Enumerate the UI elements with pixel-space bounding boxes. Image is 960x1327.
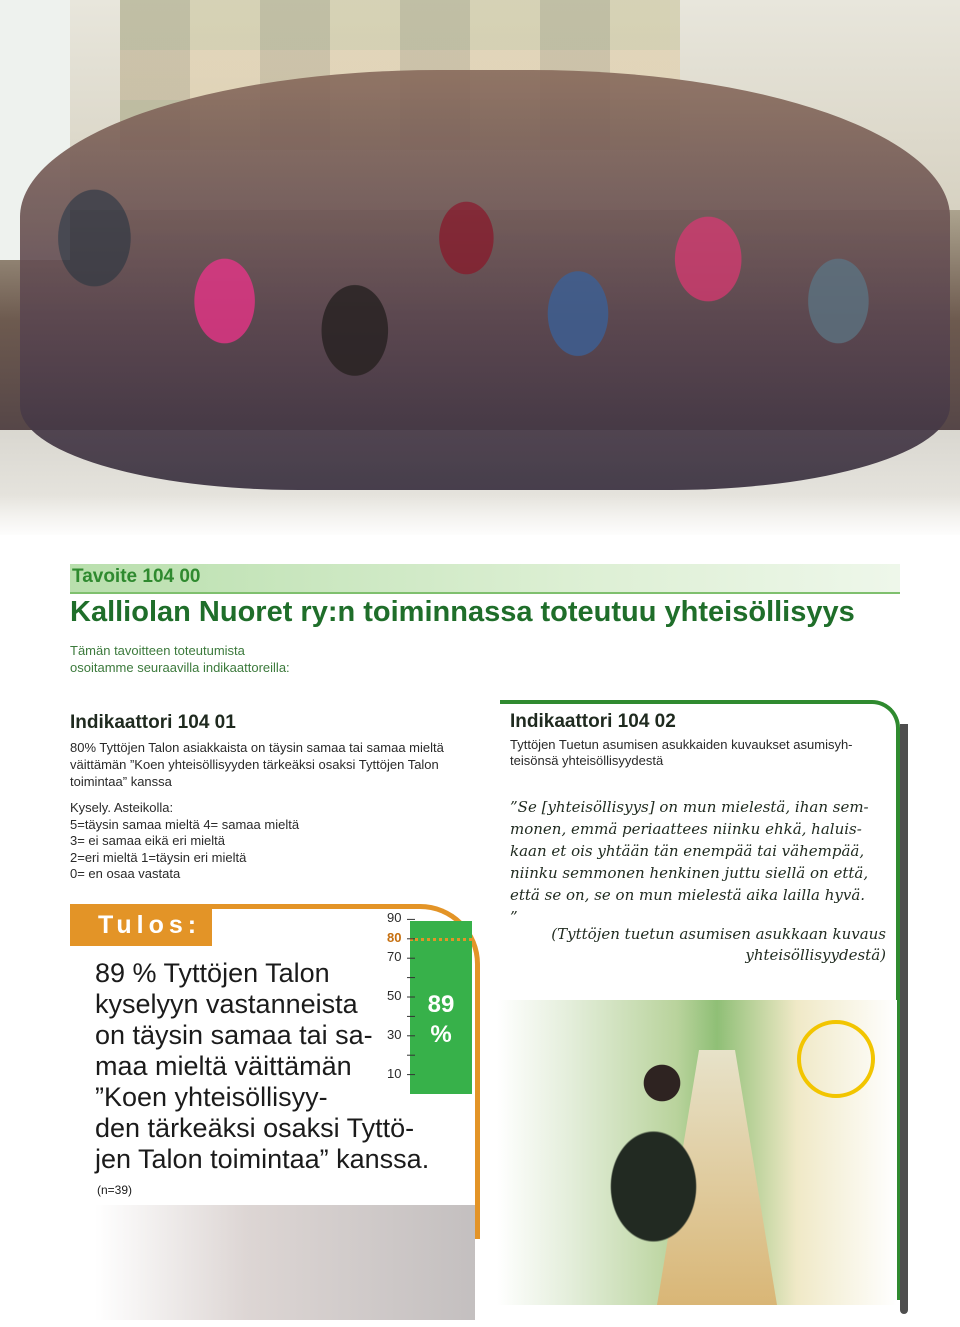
photo-fade (0, 495, 960, 535)
result-text (95, 958, 475, 1175)
quote-line: monen, emmä periaattees niinku ehkä, haluis- (510, 820, 862, 838)
scale-line: 5=täysin samaa mieltä 4= samaa mieltä (70, 816, 300, 832)
source-line: (Tyttöjen tuetun asumisen asukkaan kuvaus (551, 925, 886, 943)
goal-label: Tavoite 104 00 (72, 566, 201, 587)
result-label-box (70, 904, 212, 946)
scale-line: 3= ei samaa eikä eri mieltä (70, 833, 225, 848)
quote-line: että se on, se on mun mielestä aika lailla hyvä. (510, 886, 866, 904)
quote-line: ”Se [yhteisöllisyys] on mun mielestä, ihan sem- (510, 798, 869, 816)
intro-text (70, 642, 470, 676)
description-line: toimintaa” kanssa (70, 774, 172, 789)
gauge-tick-label: 50 (387, 988, 402, 1003)
intro-line: osoitamme seuraavilla indikaattoreilla: (70, 660, 290, 675)
gauge-tick-label: 80 (387, 929, 402, 945)
scale-line: 0= en osaa vastata (70, 866, 181, 881)
description-line: teisönsä yhteisöllisyydestä (510, 753, 664, 768)
hallway-photo (497, 1000, 897, 1305)
gauge-tick-label: 30 (387, 1026, 402, 1042)
description-line: väittämän ”Koen yhteisöllisyyden tärkeäksi osaksi Tyttöjen Talon (70, 757, 439, 772)
gauge-tick-label: 10 (387, 1065, 402, 1081)
result-line: kyselyyn vastanneista (95, 989, 358, 1019)
scale-line: 2=eri mieltä 1=täysin eri mieltä (70, 849, 247, 865)
photo-wall-figure (797, 1020, 875, 1098)
result-line: on täysin samaa tai sa- (95, 1020, 373, 1050)
quote-line: niinku semmonen henkinen juttu siellä on että, (510, 864, 869, 882)
gauge-value-number: 89 (427, 991, 455, 1018)
description-line: 80% Tyttöjen Talon asiakkaista on täysin samaa tai samaa mieltä (70, 740, 444, 755)
photo-person (577, 1060, 747, 1290)
indicator-2-title: Indikaattori 104 02 (510, 711, 676, 732)
result-lead: 89 % Tyttöjen Talon (95, 958, 330, 988)
source-line: yhteisöllisyydestä) (745, 946, 886, 964)
group-photo (0, 0, 960, 535)
sample-size: (n=39) (97, 1183, 133, 1197)
indicator-1-title: Indikaattori 104 01 (70, 712, 236, 733)
result-label: Tulos: (98, 911, 202, 939)
gauge-value-unit: % (430, 1021, 452, 1048)
resident-quote (510, 796, 886, 928)
scale-line: Kysely. Asteikolla: (70, 800, 174, 815)
quote-line: kaan et ois yhtään tän enempää tai vähempää, (510, 842, 865, 860)
gauge-tick-label: 70 (387, 949, 402, 965)
intro-line: Tämän tavoitteen toteutumista (70, 643, 245, 658)
indicator-1-description (70, 739, 490, 790)
quote-source (530, 924, 886, 966)
result-line: jen Talon toimintaa” kanssa. (95, 1144, 430, 1174)
photo-crowd (20, 70, 950, 490)
indicator-2-description (510, 737, 890, 769)
description-line: Tyttöjen Tuetun asumisen asukkaiden kuvaukset asumisyh- (510, 737, 853, 752)
result-line: maa mieltä väittämän (95, 1051, 352, 1081)
result-line: ”Koen yhteisöllisyy- (95, 1082, 328, 1112)
quote-line: ” (510, 908, 518, 926)
survey-scale (70, 800, 490, 883)
gauge-tick-label: 90 (387, 910, 402, 926)
result-line: den tärkeäksi osaksi Tyttö- (95, 1113, 415, 1143)
page-title: Kalliolan Nuoret ry:n toiminnassa toteutuu yhteisöllisyys (70, 596, 855, 628)
